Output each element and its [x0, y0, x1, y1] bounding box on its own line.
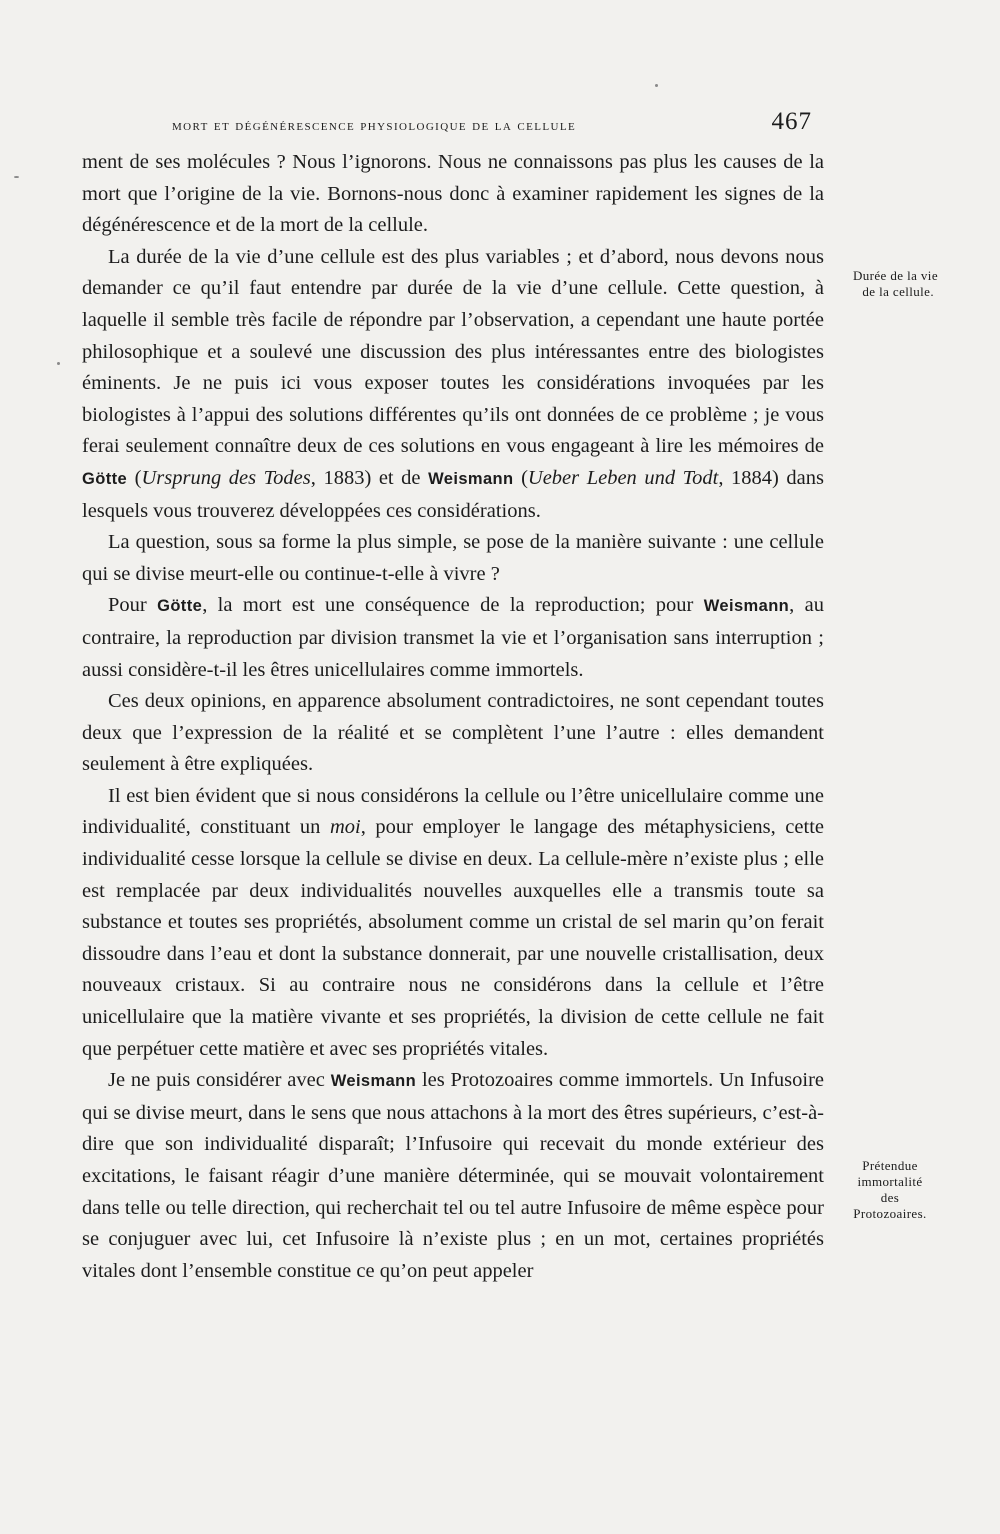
sidenote-line: de la cellule.	[862, 284, 934, 299]
paragraph-5: Ces deux opinions, en apparence absolument contradictoires, ne sont cependant toutes deux que l’expression de la réalité et se complètent l’une l’autre : elles demandent seulement à être expliquées.	[82, 690, 824, 776]
sidenote-line: immortalité	[857, 1174, 923, 1189]
author-name: Weismann	[703, 597, 790, 616]
sidenote-duree	[822, 268, 938, 300]
paragraph-4: Pour Götte, la mort est une conséquence de la reproduction; pour Weismann, au contraire, la reproduction par division transmet la vie et l’organisation sans interruption ; aussi considère-t-il les êtres unicellulaires comme immortels.	[82, 594, 824, 681]
paragraph-6: Il est bien évident que si nous considérons la cellule ou l’être unicellulaire comme une individualité, constituant un moi, pour employer le langage des métaphysiciens, cette individualité cesse lorsque la cellule se divise en deux. La cellule-mère n’existe plus ; elle est remplacée par deux individualités nouvelles auxquelles elle a transmis toute sa substance et toutes ses propriétés, absolument comme un cristal de sel marin qu’on ferait dissoudre dans l’eau et dont la substance donnerait, par une nouvelle cristallisation, deux nouveaux cristaux. Si au contraire nous ne considérons dans la cellule et l’être unicellulaire que la matière vivante et ses propriétés, la division de cette cellule ne fait que perpétuer cette matière et avec ses propriétés vitales.	[82, 784, 824, 1060]
author-name: Götte	[157, 597, 203, 616]
author-name: Weismann	[428, 469, 514, 488]
body-text	[82, 147, 824, 1287]
paper-speck	[655, 84, 658, 87]
work-title: Ueber Leben und Todt	[527, 466, 719, 489]
running-title-text: mort et dégénérescence physiologique de la cellule	[172, 118, 577, 134]
author-name: Götte	[82, 469, 128, 488]
running-head	[172, 108, 812, 148]
sidenote-line: Protozoaires.	[853, 1206, 927, 1221]
author-name: Weismann	[330, 1072, 417, 1091]
paper-speck	[14, 176, 19, 178]
paragraph-2: La durée de la vie d’une cellule est des plus variables ; et d’abord, nous devons nous demander ce qu’il faut entendre par durée de la vie d’une cellule. Cette question, à laquelle il semble très facile de répondre par l’observation, a cependant une haute portée philosophique et a soulevé une discussion des plus intéressantes entre des biologistes éminents. Je ne puis ici vous exposer toutes les considérations invoquées par les biologistes à l’appui des solutions différentes qu’ils ont données de ce problème ; je vous ferai seulement connaître deux de ces solutions en vous engageant à lire les mémoires de Götte (Ursprung des Todes, 1883) et de Weismann (Ueber Leben und Todt, 1884) dans lesquels vous trouverez développées ces considérations.	[82, 245, 825, 522]
paragraph-1: ment de ses molécules ? Nous l’ignorons. Nous ne connaissons pas plus les causes de la mort que l’origine de la vie. Bornons-nous donc à examiner rapidement les signes de la dégénérescence et de la mort de la cellule.	[82, 151, 824, 237]
paragraph-7: Je ne puis considérer avec Weismann les Protozoaires comme immortels. Un Infusoire qui se divise meurt, dans le sens que nous attachons à la mort des êtres supérieurs, c’est-à-dire que son individualité disparaît; l’Infusoire qui recevait du monde extérieur des excitations, le faisant réagir d’une manière déterminée, qui se mouvait volontairement dans telle ou telle direction, qui recherchait tel ou tel autre Infusoire de même espèce pour se conjuguer avec lui, cet Infusoire là n’existe plus ; en un mot, certaines propriétés vitales dont l’ensemble constitue ce qu’on peut appeler	[82, 1069, 824, 1282]
paragraph-3: La question, sous sa forme la plus simple, se pose de la manière suivante : une cellule qui se divise meurt-elle ou continue-t-elle à vivre ?	[82, 531, 824, 585]
sidenote-pretendue	[832, 1158, 948, 1222]
paper-speck	[57, 362, 60, 365]
work-title: Ursprung des Todes	[141, 466, 311, 489]
running-title	[172, 118, 576, 135]
sidenote-line: Prétendue	[862, 1158, 918, 1173]
sidenote-line: des	[880, 1190, 900, 1205]
emphasis: moi	[329, 816, 361, 839]
sidenote-line: Durée de la vie	[852, 268, 938, 283]
page-number: 467	[771, 108, 812, 135]
